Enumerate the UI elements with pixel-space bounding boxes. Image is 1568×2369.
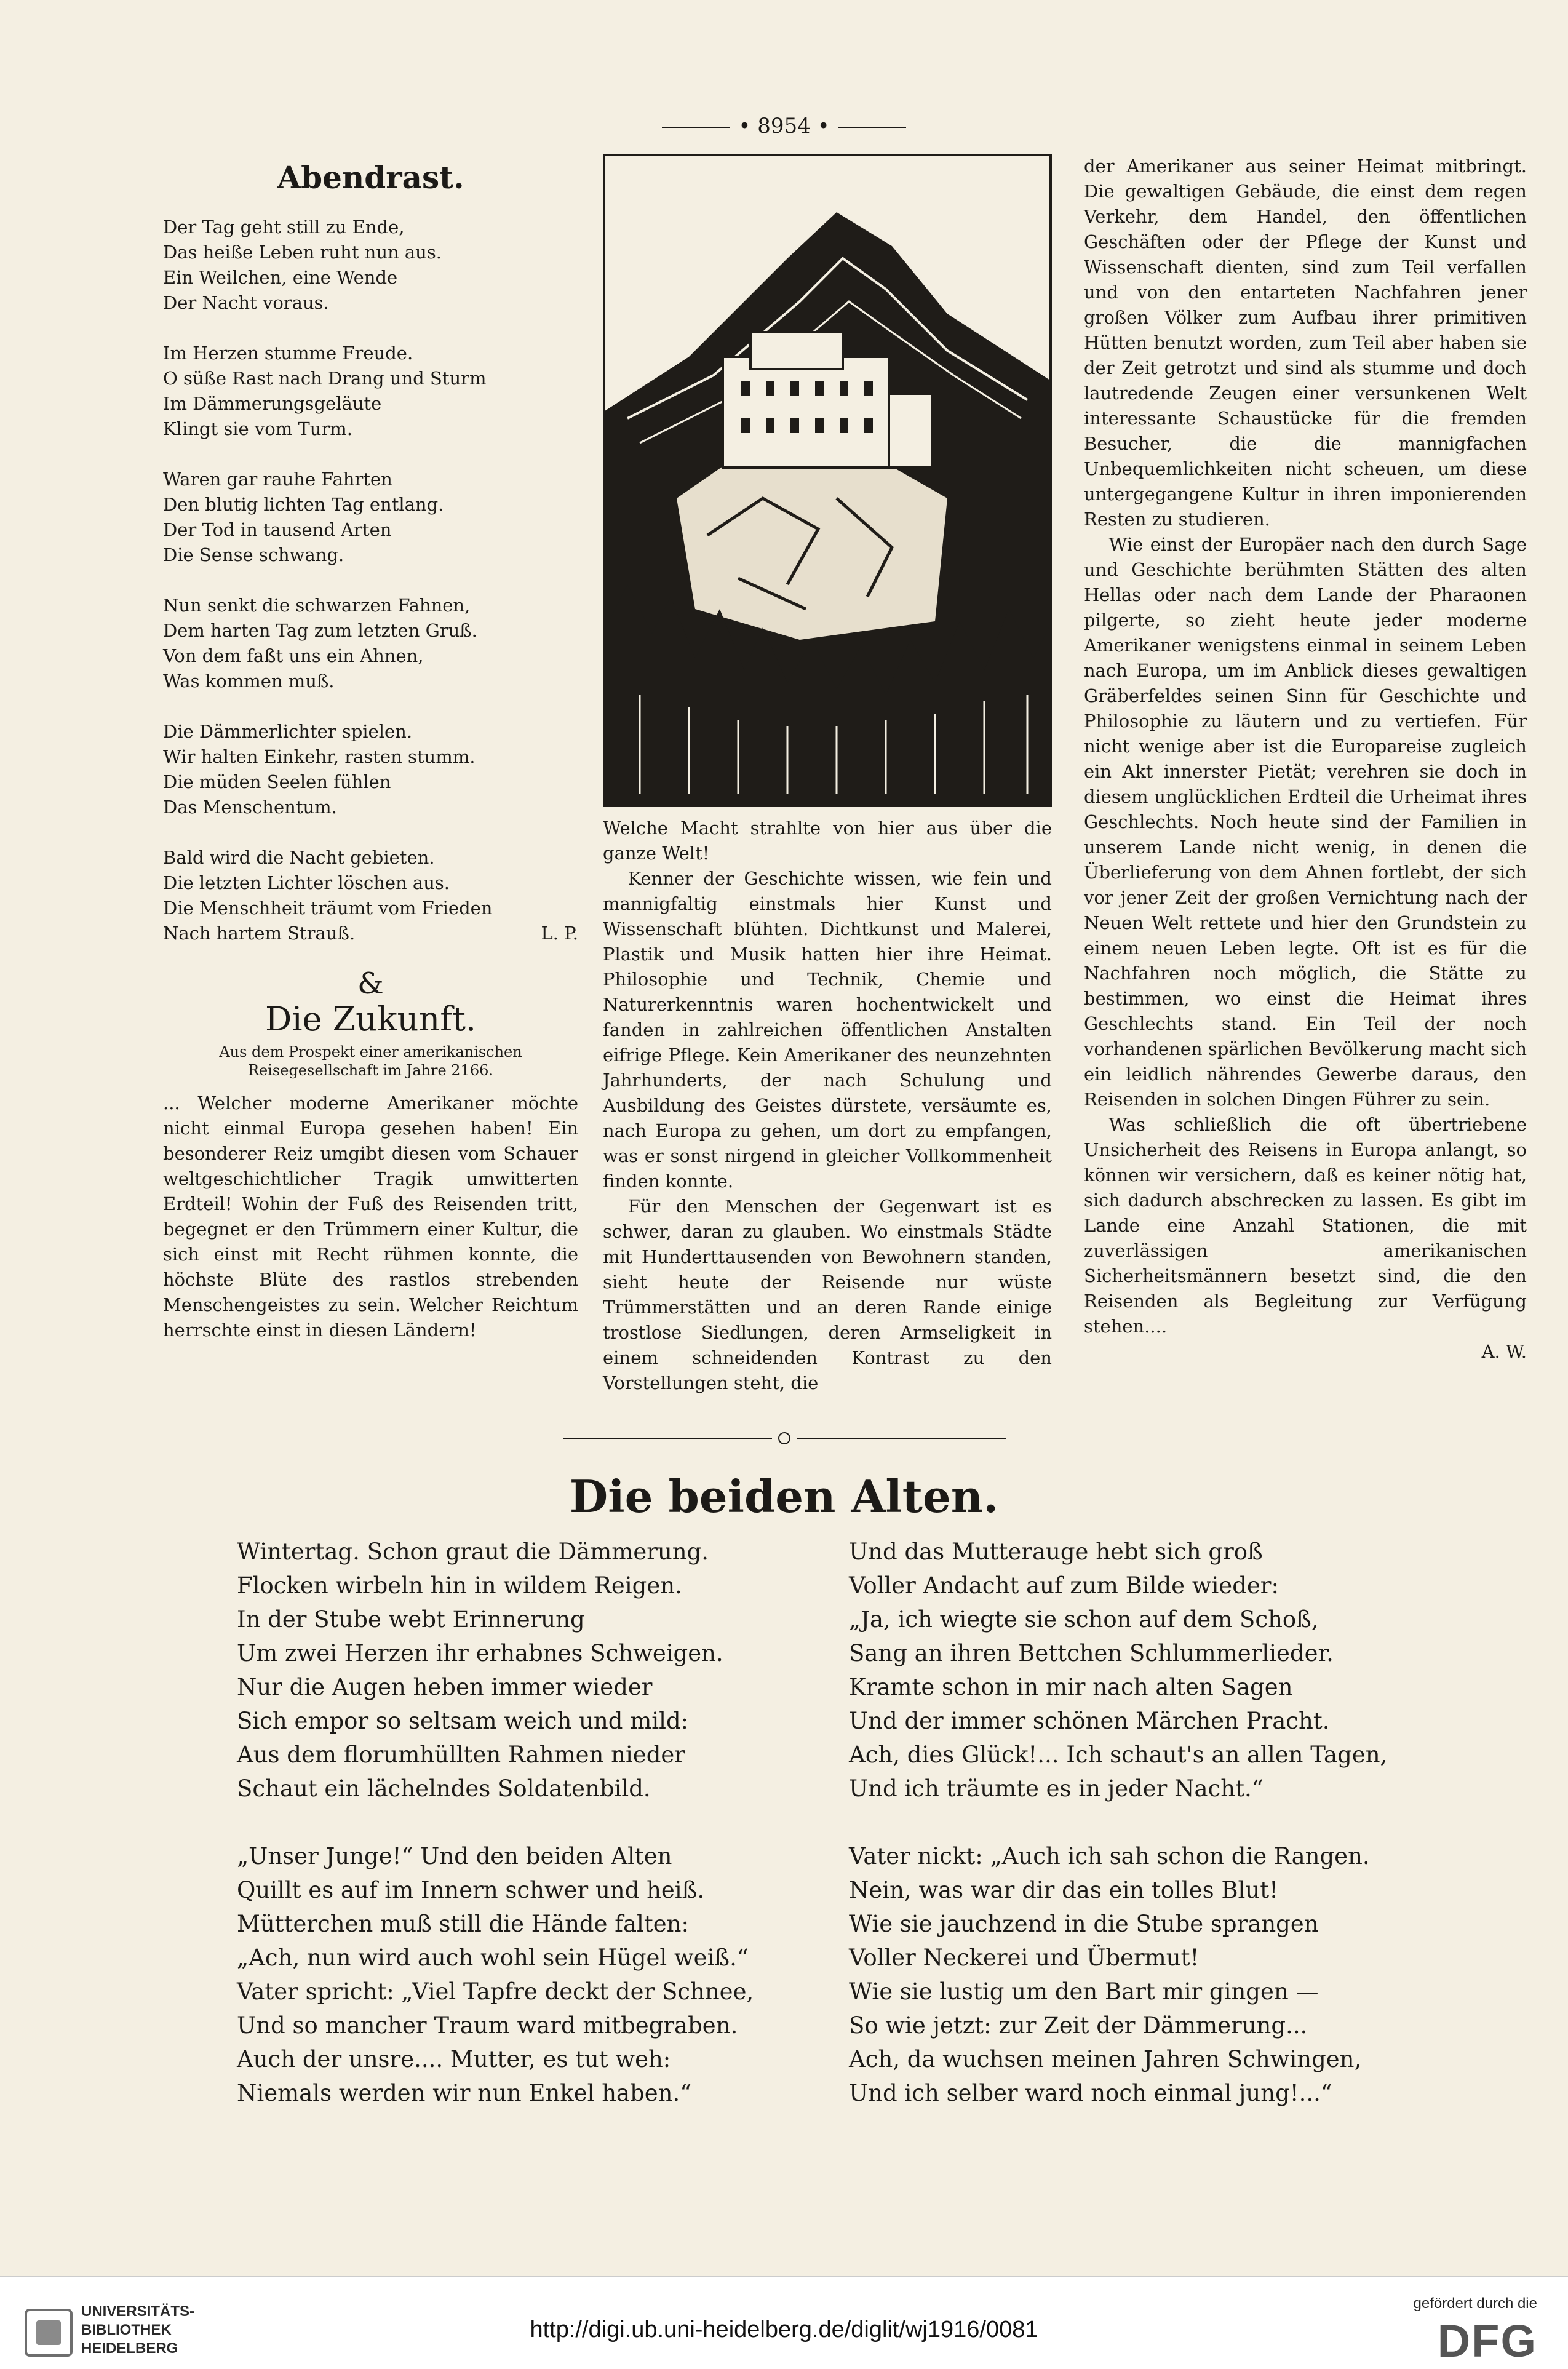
stanza [163, 593, 578, 694]
verse-line: Und das Mutterauge hebt sich groß [849, 1539, 1263, 1565]
verse-line: Wie sie lustig um den Bart mir gingen — [849, 1978, 1319, 2005]
verse-line: Sich empor so seltsam weich und mild: [237, 1708, 689, 1734]
article-paragraph: Welche Macht strahlte von hier aus über die ganze Welt! [603, 818, 1052, 864]
verse-line: Und ich selber ward noch einmal jung!...“ [849, 2080, 1332, 2106]
stanza [163, 467, 578, 568]
column-middle [603, 154, 1052, 1396]
stanza [163, 215, 578, 316]
dfg-logo: DFG [1437, 2315, 1537, 2367]
article-signature-row [1084, 1339, 1527, 1364]
verse-line: Voller Neckerei und Übermut! [849, 1945, 1200, 1971]
verse-line: Vater spricht: „Viel Tapfre deckt der Schnee, [237, 1978, 754, 2005]
stanza [163, 341, 578, 442]
article-paragraph: Kenner der Geschichte wissen, wie fein und mannigfaltig einstmals hier Kunst und Wissenschaft blühten. Dichtkunst und Malerei, Plastik und Musik hatten hier ihre Heimat. Philosophie und Technik, Chemie und Naturerkenntnis waren hochentwickelt und fanden in zahlreichen öffentlichen Anstalten eifrige Pflege. Kein Amerikaner des neunzehnten Jahrhunderts, der nach Schulung und Ausbildung des Geistes dürstete, versäumte es, nach Europa zu gehen, um dort zu empfangen, was er sonst nirgend in gleicher Vollkommenheit finden konnte. [603, 868, 1052, 1192]
stanza [163, 719, 578, 820]
verse-line: Die letzten Lichter löschen aus. [163, 872, 450, 893]
verse-line: Quillt es auf im Innern schwer und heiß. [237, 1877, 705, 1903]
verse-line: Wie sie jauchzend in die Stube sprangen [849, 1911, 1319, 1937]
column-right [1084, 154, 1527, 1364]
verse-line: Nun senkt die schwarzen Fahnen, [163, 595, 471, 616]
article-title: Die Zukunft. [265, 1000, 477, 1038]
verse-line: Bald wird die Nacht gebieten. [163, 847, 435, 868]
verse-line: Nur die Augen heben immer wieder [237, 1674, 653, 1700]
article-paragraph: Wie einst der Europäer nach den durch Sage und Geschichte berühmten Stätten des alten Hellas oder nach dem Lande der Pharaonen pilgerte, so zieht heute jeder moderne Amerikaner wenigstens einmal in seinem Leben nach Europa, um im Anblick dieses gewaltigen Gräberfeldes seinen Sinn für Geschichte und Philosophie zu läutern und zu vertiefen. Für nicht wenige aber ist die Europareise zugleich ein Akt innerster Pietät; verehren sie doch in diesem unglücklichen Erdteil die Urheimat ihres Geschlechts. Noch heute sind der Familien in unserem Lande nicht wenig, in denen die Überlieferung von dem Ahnen fortlebt, der sich vor jener Zeit der großen Vernichtung nach der Neuen Welt rettete und hier den Grundstein zu einem neuen Leben legte. Oft ist es für die Nachfahren noch möglich, die Stätte zu bestimmen, wo einst die Heimat ihres Geschlechts stand. Ein Teil der noch vorhandenen spärlichen Bevölkerung macht sich ein leidlich nährendes Gewerbe daraus, den Reisenden in solchen Dingen Führer zu sein. [1084, 534, 1527, 1110]
verse-line: Klingt sie vom Turm. [163, 418, 353, 439]
verse-line: Im Dämmerungsgeläute [163, 393, 382, 414]
poem-abendrast-body [163, 215, 578, 820]
verse-line-signed [163, 921, 578, 946]
verse-line: Von dem faßt uns ein Ahnen, [163, 645, 424, 666]
verse-line: Den blutig lichten Tag entlang. [163, 494, 444, 515]
page-number-text: 8954 [757, 114, 811, 138]
poem-title-die-beiden-alten: Die beiden Alten. [569, 1470, 999, 1523]
section-divider [0, 1431, 1568, 1444]
verse-line: So wie jetzt: zur Zeit der Dämmerung... [849, 2012, 1308, 2039]
verse-line: Und so mancher Traum ward mitbegraben. [237, 2012, 738, 2039]
article-paragraph: Für den Menschen der Gegenwart ist es schwer, daran zu glauben. Wo einstmals Städte mit Hunderttausenden von Bewohnern standen, sieht heute der Reisende nur wüste Trümmerstätten und an deren Rande einige trostlose Siedlungen, deren Armseligkeit in einem schneidenden Kontrast zu den Vorstellungen steht, die [603, 1196, 1052, 1393]
verse-line: Ach, da wuchsen meinen Jahren Schwingen, [849, 2046, 1362, 2072]
verse-line: Um zwei Herzen ihr erhabnes Schweigen. [237, 1640, 723, 1666]
funding-note: gefördert durch die [1413, 2295, 1537, 2312]
stanza [849, 1535, 1464, 1806]
castle-illustration [603, 154, 1052, 807]
verse-line: Und ich träumte es in jeder Nacht.“ [849, 1775, 1264, 1802]
verse-line: In der Stube webt Erinnerung [237, 1606, 585, 1633]
verse-line: Das Menschentum. [163, 797, 337, 818]
article-paragraph: ... Welcher moderne Amerikaner möchte nicht einmal Europa gesehen haben! Ein besonderer Reiz umgibt diesen vom Schauer weltgeschichtlicher Tragik umwitterten Erdteil! Wohin der Fuß des Reisenden tritt, begegnet er den Trümmern einer Kultur, die sich einst mit Recht rühmen konnte, die höchste Blüte des rastlos strebenden Menschengeistes zu sein. Welcher Reichtum herrschte einst in diesen Ländern! [163, 1093, 578, 1340]
verse-line: Auch der unsre.... Mutter, es tut weh: [237, 2046, 671, 2072]
verse-line: Kramte schon in mir nach alten Sagen [849, 1674, 1293, 1700]
verse-line: Vater nickt: „Auch ich sah schon die Rangen. [849, 1843, 1370, 1869]
article-subtitle: Aus dem Prospekt einer amerikanischen Reisegesellschaft im Jahre 2166. [219, 1043, 522, 1079]
article-paragraph: Was schließlich die oft übertriebene Unsicherheit des Reisens in Europa anlangt, so können wir versichern, daß es keiner nötig hat, sich dadurch abschrecken zu lassen. Es gibt im Lande eine Anzahl Stationen, die mit zuverlässigen amerikanischen Sicherheitsmännern besetzt sind, die den Reisenden als Begleitung zur Verfügung stehen.... [1084, 1114, 1527, 1337]
source-url-link[interactable]: http://digi.ub.uni-heidelberg.de/diglit/wj1916/0081 [530, 2317, 1038, 2343]
verse-line: Die Sense schwang. [163, 544, 344, 565]
verse-line: Der Tag geht still zu Ende, [163, 217, 405, 237]
verse-line: Ach, dies Glück!... Ich schaut's an allen Tagen, [849, 1742, 1388, 1768]
stanza [237, 1839, 790, 2110]
page-number-rule-right [838, 127, 906, 128]
poem-signature: L. P. [541, 923, 578, 944]
verse-line: Ein Weilchen, eine Wende [163, 267, 398, 288]
verse-line: Wir halten Einkehr, rasten stumm. [163, 746, 476, 767]
verse-line: Aus dem florumhüllten Rahmen nieder [237, 1742, 685, 1768]
article-paragraph: der Amerikaner aus seiner Heimat mitbringt. Die gewaltigen Gebäude, die einst dem regen Verkehr, dem Handel, den öffentlichen Geschäften oder der Pflege der Kunst und Wissenschaft dienten, sind zum Teil verfallen und von den entarteten Nachfahren jener großen Völker zum Aufbau ihrer primitiven Hütten benutzt worden, zum Teil aber haben sie der Zeit getrotzt und sind als stumme und doch lautredende Zeugen einer versunkenen Welt interessante Schaustücke für die fremden Besucher, die die mannigfachen Unbequemlichkeiten nicht scheuen, um diese untergegangene Kultur in ihren imponierenden Resten zu studieren. [1084, 156, 1527, 530]
column-left [163, 154, 578, 1343]
page-number-rule-left [662, 127, 730, 128]
verse-line: Waren gar rauhe Fahrten [163, 469, 392, 490]
verse-line: Schaut ein lächelndes Soldatenbild. [237, 1775, 651, 1802]
poem-abendrast-last-stanza [163, 845, 578, 946]
verse-line: „Ach, nun wird auch wohl sein Hügel weiß.“ [237, 1945, 749, 1971]
verse-line: Nein, was war dir das ein tolles Blut! [849, 1877, 1278, 1903]
verse-line: Und der immer schönen Märchen Pracht. [849, 1708, 1330, 1734]
verse-line: Voller Andacht auf zum Bilde wieder: [849, 1572, 1279, 1599]
poem-beiden-alten-right [849, 1535, 1464, 2144]
footer-bar [0, 2276, 1568, 2369]
verse-line: Die Dämmerlichter spielen. [163, 721, 413, 742]
verse-line: Der Nacht voraus. [163, 292, 329, 313]
verse-line: Wintertag. Schon graut die Dämmerung. [237, 1539, 709, 1565]
verse-line: Dem harten Tag zum letzten Gruß. [163, 620, 477, 641]
verse-line: Niemals werden wir nun Enkel haben.“ [237, 2080, 692, 2106]
verse-line: Sang an ihren Bettchen Schlummerlieder. [849, 1640, 1334, 1666]
verse-line: O süße Rast nach Drang und Sturm [163, 368, 487, 389]
stanza [237, 1535, 790, 1806]
verse-line: Flocken wirbeln hin in wildem Reigen. [237, 1572, 682, 1599]
article-signature: A. W. [1481, 1341, 1527, 1362]
stanza [849, 1839, 1464, 2110]
verse-line: „Unser Junge!“ Und den beiden Alten [237, 1843, 672, 1869]
verse-line: „Ja, ich wiegte sie schon auf dem Schoß, [849, 1606, 1319, 1633]
page-number: • 8954 • [0, 114, 1568, 138]
poem-beiden-alten-left [237, 1535, 790, 2144]
verse-line: Das heiße Leben ruht nun aus. [163, 242, 442, 263]
verse-line: Nach hartem Strauß. [163, 923, 356, 944]
verse-line: Was kommen muß. [163, 671, 335, 691]
ornament-separator: & [357, 966, 384, 1001]
verse-line: Mütterchen muß still die Hände falten: [237, 1911, 689, 1937]
verse-line: Die Menschheit träumt vom Frieden [163, 898, 493, 918]
verse-line: Im Herzen stumme Freude. [163, 343, 413, 364]
poem-title-abendrast: Abendrast. [277, 159, 464, 196]
verse-line: Die müden Seelen fühlen [163, 771, 391, 792]
library-name: UNIVERSITÄTS- BIBLIOTHEK HEIDELBERG [81, 2303, 195, 2357]
verse-line: Der Tod in tausend Arten [163, 519, 392, 540]
